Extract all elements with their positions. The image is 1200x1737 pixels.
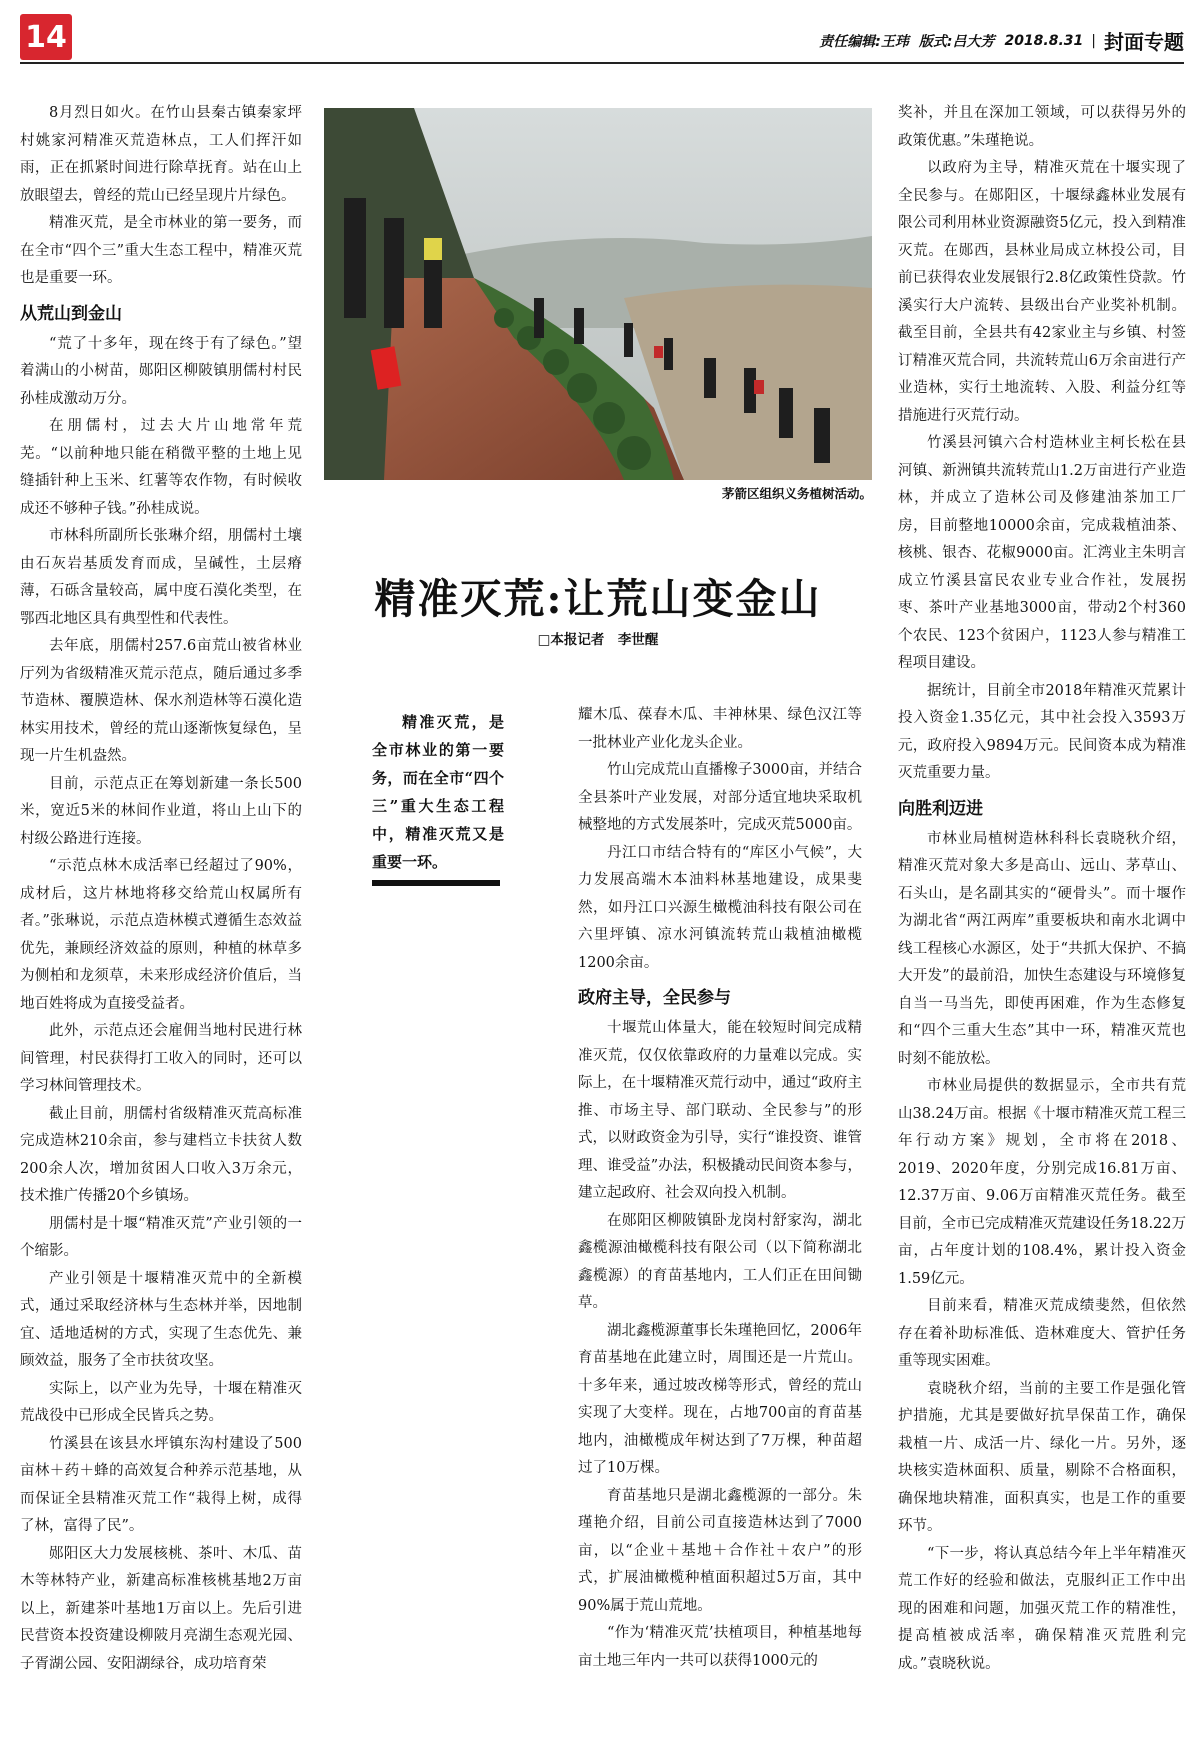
page-number-badge: 14 xyxy=(20,14,72,60)
paragraph: 湖北鑫榄源董事长朱瑾艳回忆，2006年育苗基地在此建立时，周围还是一片荒山。十多年来，通过坡改梯等形式，曾经的荒山实现了大变样。现在，占地700亩的育苗基地内，油橄榄成年树达到了7万棵，种苗超过了10万棵。 xyxy=(578,1322,862,1476)
article-column-1 xyxy=(20,100,302,1737)
subheading: 政府主导，全民参与 xyxy=(578,988,731,1008)
paragraph: 市林业局提供的数据显示，全市共有荒山38.24万亩。根据《十堰市精准灭荒工程三年行动方案》规划，全市将在2018、2019、2020年度，分别完成16.81万亩、12.37万亩、9.06万亩精准灭荒任务。截至目前，全市已完成精准灭荒建设任务18.22万亩，占年度计划的108.4%，累计投入资金1.59亿元。 xyxy=(898,1078,1186,1287)
paragraph: 此外，示范点还会雇佣当地村民进行林间管理，村民获得打工收入的同时，还可以学习林间管理技术。 xyxy=(20,1023,302,1094)
paragraph: “示范点林木成活率已经超过了90%，成材后，这片林地将移交给荒山权属所有者。”张琳说，示范点造林模式遵循生态效益优先，兼顾经济效益的原则，种植的林草多为侧柏和龙须草，未来形成经济价值后，当地百姓将成为直接受益者。 xyxy=(20,858,302,1012)
paragraph: 截止目前，朋儒村省级精准灭荒高标准完成造林210余亩，参与建档立卡扶贫人数200余人次，增加贫困人口收入3万余元，技术推广传播20个乡镇场。 xyxy=(20,1105,302,1204)
paragraph: 耀木瓜、葆春木瓜、丰神林果、绿色汉江等一批林业产业化龙头企业。 xyxy=(578,707,862,751)
subheading: 向胜利迈进 xyxy=(898,798,983,819)
paragraph: 竹溪县河镇六合村造林业主柯长松在县河镇、新洲镇共流转荒山1.2万亩进行产业造林，并成立了造林公司及修建油茶加工厂房，目前整地10000余亩，完成栽植油茶、核桃、银杏、花椒9000亩。汇湾业主朱明言成立竹溪县富民农业专业合作社，发展拐枣、茶叶产业基地3000亩，带动2个村360个农民、123个贫困户，1123人参与精准工程项目建设。 xyxy=(898,435,1186,671)
paragraph: 袁晓秋介绍，当前的主要工作是强化管护措施，尤其是要做好抗旱保苗工作，确保栽植一片、成活一片、绿化一片。另外，逐块核实造林面积、质量，剔除不合格面积，确保地块精准，面积真实，也是工作的重要环节。 xyxy=(898,1380,1186,1534)
paragraph: 产业引领是十堰精准灭荒中的全新模式，通过采取经济林与生态林并举，因地制宜、适地适树的方式，实现了生态优先、兼顾效益，服务了全市扶贫攻坚。 xyxy=(20,1270,302,1369)
article-column-3 xyxy=(898,100,1186,1737)
paragraph: 实际上，以产业为先导，十堰在精准灭荒战役中已形成全民皆兵之势。 xyxy=(20,1380,302,1424)
byline-text: 本报记者 李世醒 xyxy=(550,632,659,648)
article-headline: 精准灭荒:让荒山变金山 xyxy=(374,575,822,623)
article-column-2 xyxy=(578,702,862,1737)
paragraph: 丹江口市结合特有的“库区小气候”，大力发展高端木本油料林基地建设，成果斐然，如丹江口兴源生橄榄油科技有限公司在六里坪镇、凉水河镇流转荒山栽植油橄榄1200余亩。 xyxy=(578,844,862,971)
subheading: 从荒山到金山 xyxy=(20,303,122,324)
pull-quote-text: 精准灭荒，是全市林业的第一要务，而在全市“四个三”重大生态工程中，精准灭荒又是重要一环。 xyxy=(372,713,504,871)
paragraph: 精准灭荒，是全市林业的第一要务，而在全市“四个三”重大生态工程中，精准灭荒也是重要一环。 xyxy=(20,215,302,286)
paragraph: 市林科所副所长张琳介绍，朋儒村土壤由石灰岩基质发育而成，呈碱性，土层瘠薄，石砾含量较高，属中度石漠化类型，在鄂西北地区具有典型性和代表性。 xyxy=(20,528,302,627)
pull-quote-rule xyxy=(372,880,500,886)
paragraph: “作为‘精准灭荒’扶植项目，种植基地每亩土地三年内一共可以获得1000元的 xyxy=(578,1625,862,1669)
paragraph: 目前，示范点正在筹划新建一条长500米，宽近5米的林间作业道，将山上山下的村级公路进行连接。 xyxy=(20,775,302,847)
issue-date: 2018.8.31 xyxy=(1004,32,1084,49)
byline-box-icon: □ xyxy=(537,632,551,648)
paragraph: 朋儒村是十堰“精准灭荒”产业引领的一个缩影。 xyxy=(20,1215,302,1259)
paragraph: 奖补，并且在深加工领域，可以获得另外的政策优惠。”朱瑾艳说。 xyxy=(898,105,1186,149)
paragraph: 去年底，朋儒村257.6亩荒山被省林业厅列为省级精准灭荒示范点，随后通过多季节造林、覆膜造林、保水剂造林等石漠化造林实用技术，曾经的荒山逐渐恢复绿色，呈现一片生机盎然。 xyxy=(20,638,302,764)
editor-credit: 责任编辑:王玮 xyxy=(819,33,909,50)
photo-caption: 茅箭区组织义务植树活动。 xyxy=(721,486,872,501)
tree-planting-photo xyxy=(324,108,872,480)
page-header-info xyxy=(819,26,1184,55)
paragraph: 以政府为主导，精准灭荒在十堰实现了全民参与。在郧阳区，十堰绿鑫林业发展有限公司利用林业资源融资5亿元，投入到精准灭荒。在郧西，县林业局成立林投公司，目前已获得农业发展银行2.8亿政策性贷款。竹溪实行大户流转、县级出台产业奖补机制。截至目前，全县共有42家业主与乡镇、村签订精准灭荒合同，共流转荒山6万余亩进行产业造林，实行土地流转、入股、利益分红等措施进行灭荒行动。 xyxy=(898,160,1186,424)
paragraph: 育苗基地只是湖北鑫榄源的一部分。朱瑾艳介绍，目前公司直接造林达到了7000亩，以“企业＋基地＋合作社＋农户”的形式，扩展油橄榄种植面积超过5万亩，其中90%属于荒山荒地。 xyxy=(578,1487,862,1614)
paragraph: 郧阳区大力发展核桃、茶叶、木瓜、苗木等林特产业，新建高标准核桃基地2万亩以上，新建茶叶基地1万亩以上。先后引进民营资本投资建设柳陂月亮湖生态观光园、子胥湖公园、安阳湖绿谷，成功培育荣 xyxy=(20,1545,302,1672)
header-separator: | xyxy=(1091,32,1096,49)
paragraph: 在郧阳区柳陂镇卧龙岗村舒家沟，湖北鑫榄源油橄榄科技有限公司（以下简称湖北鑫榄源）的育苗基地内，工人们正在田间锄草。 xyxy=(578,1212,862,1311)
paragraph: 竹山完成荒山直播橡子3000亩，并结合全县茶叶产业发展，对部分适宜地块采取机械整地的方式发展茶叶，完成灭荒5000亩。 xyxy=(578,762,862,833)
paragraph: 目前来看，精准灭荒成绩斐然，但依然存在着补助标准低、造林难度大、管护任务重等现实困难。 xyxy=(898,1298,1186,1369)
paragraph: 竹溪县在该县水坪镇东沟村建设了500亩林＋药＋蜂的高效复合种养示范基地，从而保证全县精准灭荒工作“栽得上树，成得了林，富得了民”。 xyxy=(20,1435,302,1534)
paragraph: 市林业局植树造林科科长袁晓秋介绍，精准灭荒对象大多是高山、远山、茅草山、石头山，是名副其实的“硬骨头”。而十堰作为湖北省“两江两库”重要板块和南水北调中线工程核心水源区，处于“共抓大保护、不搞大开发”的最前沿，加快生态建设与环境修复自当一马当先，即使再困难，作为生态修复和“四个三重大生态”其中一环，精准灭荒也时刻不能放松。 xyxy=(898,830,1186,1067)
layout-credit: 版式:吕大芳 xyxy=(918,33,995,50)
paragraph: 在朋儒村，过去大片山地常年荒芜。“以前种地只能在稍微平整的土地上见缝插针种上玉米、红薯等农作物，有时候收成还不够种子钱。”孙桂成说。 xyxy=(20,418,302,517)
photo-illustration xyxy=(324,108,872,480)
paragraph: 十堰荒山体量大，能在较短时间完成精准灭荒，仅仅依靠政府的力量难以完成。实际上，在十堰精准灭荒行动中，通过“政府主推、市场主导、部门联动、全民参与”的形式，以财政资金为引导，实行“谁投资、谁管理、谁受益”办法，积极撬动民间资本参与，建立起政府、社会双向投入机制。 xyxy=(578,1020,862,1201)
pull-quote xyxy=(372,708,504,876)
paragraph: “下一步，将认真总结今年上半年精准灭荒工作好的经验和做法，克服纠正工作中出现的困难和问题，加强灭荒工作的精准性，提高植被成活率，确保精准灭荒胜利完成。”袁晓秋说。 xyxy=(898,1545,1186,1672)
article-byline xyxy=(324,628,872,648)
paragraph: 据统计，目前全市2018年精准灭荒累计投入资金1.35亿元，其中社会投入3593万元，政府投入9894万元。民间资本成为精准灭荒重要力量。 xyxy=(898,682,1186,781)
paragraph: 8月烈日如火。在竹山县秦古镇秦家坪村姚家河精准灭荒造林点，工人们挥汗如雨，正在抓紧时间进行除草抚育。站在山上放眼望去，曾经的荒山已经呈现片片绿色。 xyxy=(20,105,302,204)
section-title: 封面专题 xyxy=(1104,30,1184,54)
header-rule xyxy=(20,62,1184,64)
paragraph: “荒了十多年，现在终于有了绿色。”望着满山的小树苗，郧阳区柳陂镇朋儒村村民孙桂成激动万分。 xyxy=(20,335,302,407)
